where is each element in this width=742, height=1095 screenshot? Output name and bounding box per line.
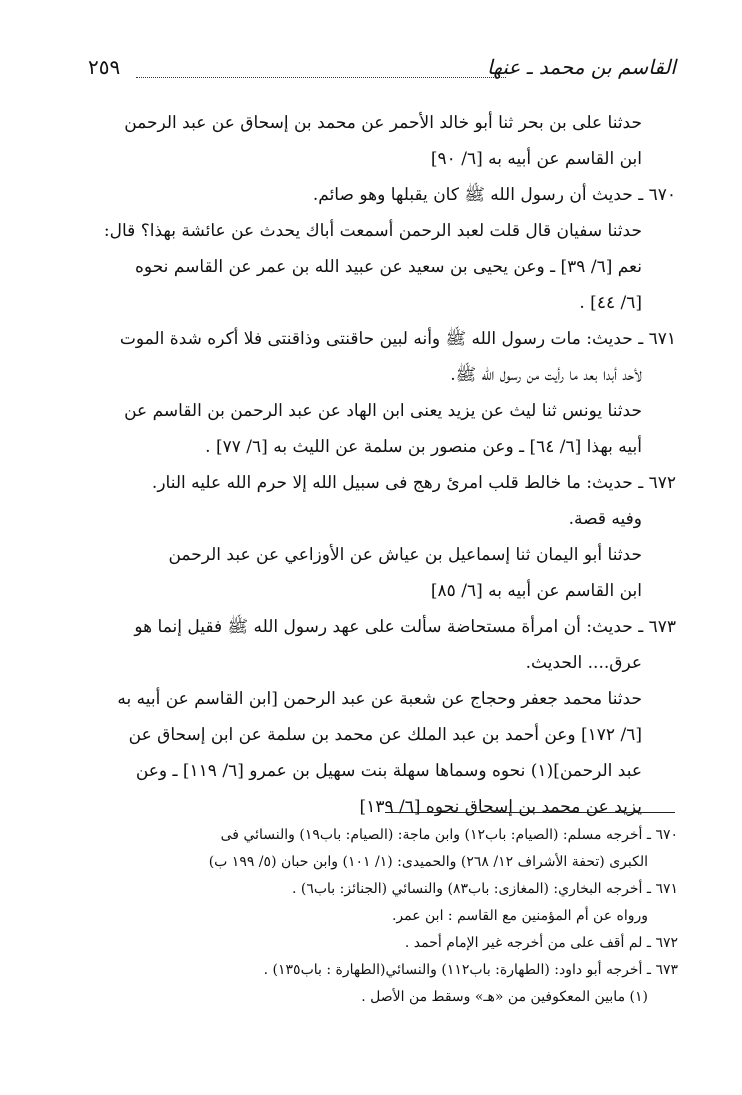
main-text bbox=[78, 105, 676, 825]
hadith-heading-670: ٦٧٠ ـ حديث أن رسول الله ﷺ كان يقبلها وهو صائم. bbox=[312, 185, 676, 205]
text-line: لأحد أبدا بعد ما رأيت من رسول الله ﷺ. bbox=[450, 365, 642, 385]
running-title: القاسم بن محمد ـ عنها bbox=[487, 55, 676, 79]
text-line: [٦/ ٤٤] . bbox=[579, 293, 642, 313]
text-line: حدثنا يونس ثنا ليث عن يزيد يعنى ابن الهاد عن عبد الرحمن بن القاسم عن bbox=[124, 401, 642, 421]
footnote-line: الكبرى (تحفة الأشراف ١٢/ ٢٦٨) والحميدى: (١/ ١٠١) وابن حبان (٥/ ١٩٩ ب) bbox=[208, 854, 648, 870]
header-dotted-rule bbox=[136, 77, 506, 78]
footnote-line: ٦٧٢ ـ لم أقف على من أخرجه غير الإمام أحمد . bbox=[404, 935, 678, 951]
footnote-separator bbox=[385, 812, 675, 813]
footnote-line: ٦٧٠ ـ أخرجه مسلم: (الصيام: باب١٢) وابن ماجة: (الصيام: باب١٩) والنسائي فى bbox=[220, 827, 678, 843]
hadith-heading-673: ٦٧٣ ـ حديث: أن امرأة مستحاضة سألت على عهد رسول الله ﷺ فقيل إنما هو bbox=[134, 617, 676, 637]
footnotes bbox=[78, 822, 678, 1011]
text-line: وفيه قصة. bbox=[568, 509, 642, 529]
text-line: نعم [٦/ ٣٩] ـ وعن يحيى بن سعيد عن عبيد الله بن عمر عن القاسم نحوه bbox=[135, 257, 642, 277]
page-header bbox=[88, 55, 676, 95]
hadith-heading-672: ٦٧٢ ـ حديث: ما خالط قلب امرئ رهج فى سبيل الله إلا حرم الله عليه النار. bbox=[151, 473, 676, 493]
text-line: ابن القاسم عن أبيه به [٦/ ٩٠] bbox=[430, 149, 642, 169]
text-line: حدثنا محمد جعفر وحجاج عن شعبة عن عبد الرحمن [ابن القاسم عن أبيه به bbox=[117, 689, 642, 709]
text-line: يزيد عن محمد بن إسحاق نحوه [٦/ ١٣٩] bbox=[359, 797, 642, 817]
text-line: عبد الرحمن](١) نحوه وسماها سهلة بنت سهيل بن عمرو [٦/ ١١٩] ـ وعن bbox=[135, 761, 642, 781]
footnote-line: ورواه عن أم المؤمنين مع القاسم : ابن عمر. bbox=[391, 908, 648, 924]
text-line: ابن القاسم عن أبيه به [٦/ ٨٥] bbox=[430, 581, 642, 601]
footnote-line: ٦٧٣ ـ أخرجه أبو داود: (الطهارة: باب١١٢) والنسائي(الطهارة : باب١٣٥) . bbox=[263, 962, 678, 978]
footnote-line: ٦٧١ ـ أخرجه البخاري: (المغازى: باب٨٣) والنسائي (الجنائز: باب٦) . bbox=[291, 881, 678, 897]
hadith-heading-671: ٦٧١ ـ حديث: مات رسول الله ﷺ وأنه لبين حاقنتى وذاقنتى فلا أكره شدة الموت bbox=[119, 329, 676, 349]
text-line: أبيه بهذا [٦/ ٦٤] ـ وعن منصور بن سلمة عن الليث به [٦/ ٧٧] . bbox=[205, 437, 642, 457]
text-line: حدثنا أبو اليمان ثنا إسماعيل بن عياش عن الأوزاعي عن عبد الرحمن bbox=[168, 545, 642, 565]
text-line: حدثنا سفيان قال قلت لعبد الرحمن أسمعت أباك يحدث عن عائشة بهذا؟ قال: bbox=[103, 221, 642, 241]
text-line: حدثنا على بن بحر ثنا أبو خالد الأحمر عن محمد بن إسحاق عن عبد الرحمن bbox=[124, 113, 642, 133]
text-line: [٦/ ١٧٢] وعن أحمد بن عبد الملك عن محمد بن سلمة عن ابن إسحاق عن bbox=[128, 725, 642, 745]
page-number: ٢٥٩ bbox=[88, 55, 121, 79]
text-line: عرق.... الحديث. bbox=[525, 653, 642, 673]
footnote-line: (١) مابين المعكوفين من «هـ» وسقط من الأصل . bbox=[361, 989, 648, 1005]
